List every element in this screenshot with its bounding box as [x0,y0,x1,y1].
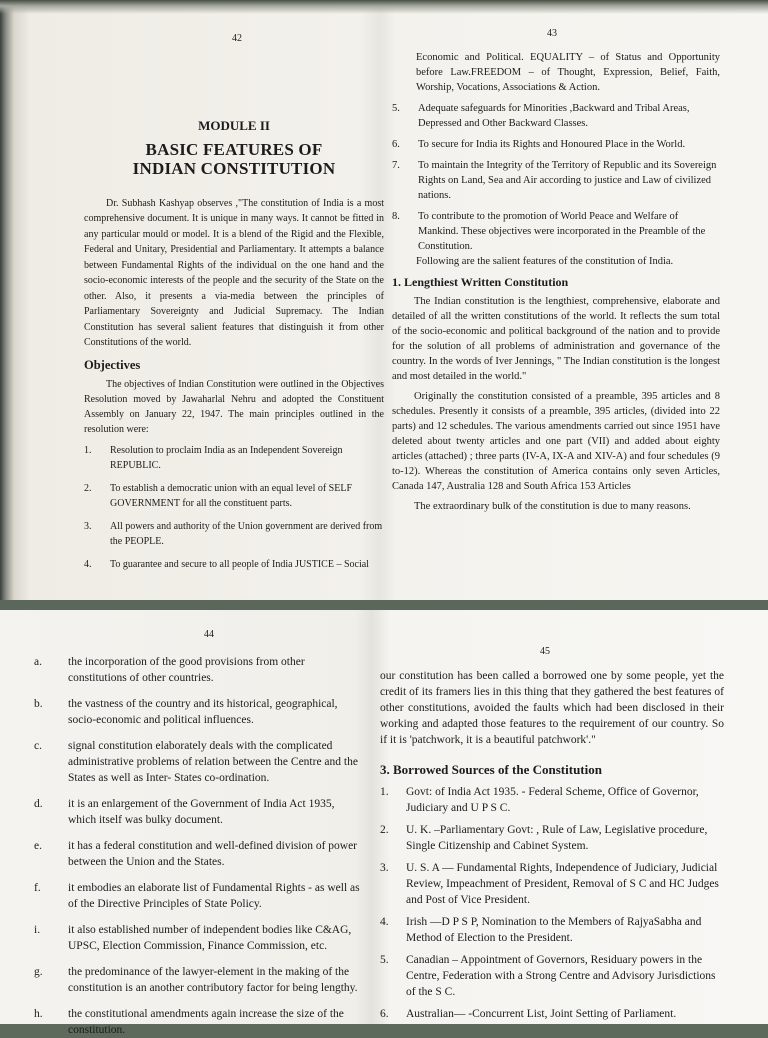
reason-item: c. signal constitution elaborately deals with the complicated administrative problems of relation between the Centre and the States as well as Inter- States co-ordination. [34,740,358,784]
objective-item: 3. All powers and authority of the Union government are derived from the PEOPLE. [84,521,383,547]
source-item: 3. U. S. A — Fundamental Rights, Independence of Judiciary, Judicial Review, Impeachment of President, Removal of S C and HC Judges and Post of Vice President. [380,862,719,906]
reason-item: h. the constitutional amendments again increase the size of the constitution. [34,1008,344,1036]
source-item: 6. Australian— -Concurrent List, Joint Setting of Parliament. [380,1008,677,1020]
borrowed-sources-list [380,784,724,1022]
objective-item: 4. To guarantee and secure to all people of India JUSTICE – Social [84,559,369,570]
page-number-42: 42 [232,33,242,44]
reason-item: i. it also established number of independent bodies like C&AG, UPSC, Election Commission, Finance Commission, etc. [34,924,352,952]
reason-item: b. the vastness of the country and its historical, geographical, socio-economic and political influences. [34,698,338,726]
chapter-title-line-2: INDIAN CONSTITUTION [132,158,336,178]
source-item: 5. Canadian – Appointment of Governors, Residuary powers in the Centre, Federation with a Strong Centre and Advisory Jurisdictions of the S C. [380,954,716,998]
objectives-list-a [84,443,384,572]
objective-item: 7. To maintain the Integrity of the Territory of Republic and its Sovereign Rights on Land, Sea and Air according to justice and Law of civilized nations. [392,160,717,201]
page-edge-shadow [0,0,768,14]
objective-item: 2. To establish a democratic union with an equal level of SELF GOVERNMENT for all the constituent parts. [84,483,353,509]
intro-paragraph: Dr. Subhash Kashyap observes ,"The constitution of India is a most comprehensive document. It is unique in many ways. It cannot be fitted in any particular mould or model. It is a blend of the Rigid and the Flexible, Federal and Unitary, Presidential and Parliamentary. It attempts a balance between Fundamental Rights of the individual on the one hand and the socio-economic interests of the people and the security of the State on the other. Also, it presents a via-media between the principles of Parliamentary Sovereignty and Judicial Supremacy. The Indian Constitution has several salient features that distinguish it from other Constitutions of the world. [84,197,384,348]
page-number-43: 43 [547,28,557,39]
borrowed-intro-paragraph: our constitution has been called a borrowed one by some people, yet the credit of its framers lies in this thing that they gathered the best features of other constitutions, avoided the faults which had been disclosed in their working and adapted those features to the requirement of our country. So if it is 'patchwork, it is a beautiful patchwork'." [380,670,724,746]
page-43-body [392,50,720,514]
reason-item: g. the predominance of the lawyer-element in the making of the constitution is an another contributory factor for being lengthy. [34,966,358,994]
source-item: 4. Irish —D P S P, Nomination to the Members of RajyaSabha and Method of Election to the President. [380,916,702,944]
objectives-heading: Objectives [84,357,141,372]
reasons-list [34,654,364,1038]
objective-4-continuation: Economic and Political. EQUALITY – of Status and Opportunity before Law.FREEDOM – of Thought, Expression, Belief, Faith, Worship, Vocations, Associations & Action. [416,52,720,93]
bottom-book-spread [0,610,768,1036]
reason-item: d. it is an enlargement of the Government of India Act 1935, which itself was bulky document. [34,798,335,826]
section-3-heading: 3. Borrowed Sources of the Constitution [380,762,602,777]
section-1-heading: 1. Lengthiest Written Constitution [392,275,569,289]
objective-item: 1. Resolution to proclaim India as an Independent Sovereign REPUBLIC. [84,445,343,471]
objective-item: 5. Adequate safeguards for Minorities ,Backward and Tribal Areas, Depressed and Other Backward Classes. [392,103,690,129]
reason-item: a. the incorporation of the good provisions from other constitutions of other countries. [34,656,305,684]
section-1-paragraph-3: The extraordinary bulk of the constitution is due to many reasons. [414,501,691,512]
chapter-title-line-1: BASIC FEATURES OF [145,139,323,159]
section-1-paragraph-2: Originally the constitution consisted of a preamble, 395 articles and 8 schedules. Presently it consists of a preamble, 395 articles, (divided into 22 parts) and 12 schedules. The various amendments carried out since 1951 have deleted about twenty articles and one part (VII) and added about eighty articles (attached) ; three parts (IV-A, IX-A and XIV-A) and four schedules (9 to-12). Whereas the constitution of America contains only seven Articles, Canada 147, Australia 128 and South Africa 153 Articles [392,391,720,492]
following-sentence: Following are the salient features of the constitution of India. [416,256,674,267]
reason-item: e. it has a federal constitution and well-defined division of power between the Union and the States. [34,840,358,868]
objectives-intro: The objectives of Indian Constitution were outlined in the Objectives Resolution moved by Jawaharlal Nehru and adopted the Constituent Assembly on January 22, 1947. The main principles outlined in the resolution were: [84,379,384,435]
page-number-45: 45 [540,646,550,657]
objective-item: 6. To secure for India its Rights and Honoured Place in the World. [392,139,686,150]
page-44-body [34,654,364,1038]
source-item: 2. U. K. –Parliamentary Govt: , Rule of Law, Legislative procedure, Single Citizenship and Cabinet System. [380,824,708,852]
page-number-44: 44 [204,629,214,640]
reason-item: f. it embodies an elaborate list of Fundamental Rights - as well as of the Directive Principles of State Policy. [34,882,360,910]
section-1-paragraph-1: The Indian constitution is the lengthiest, comprehensive, elaborate and detailed of all the written constitutions of the world. It reflects the sum total of the socio-economic and political background of the nation and to provide for the solution of all problems of administration and governance of the country. In the words of Iver Jennings, " The Indian constitution is the longest and most detailed in the world." [392,296,720,382]
objectives-list-b [392,101,720,254]
source-item: 1. Govt: of India Act 1935. - Federal Scheme, Office of Governor, Judiciary and U P S C. [380,786,699,814]
page-45-body [380,668,724,1022]
objective-item: 8. To contribute to the promotion of World Peace and Welfare of Mankind. These objectives were incorporated in the Preamble of the Constitution. [392,211,706,252]
page-42-body [84,118,384,572]
module-heading: MODULE II [198,118,270,133]
